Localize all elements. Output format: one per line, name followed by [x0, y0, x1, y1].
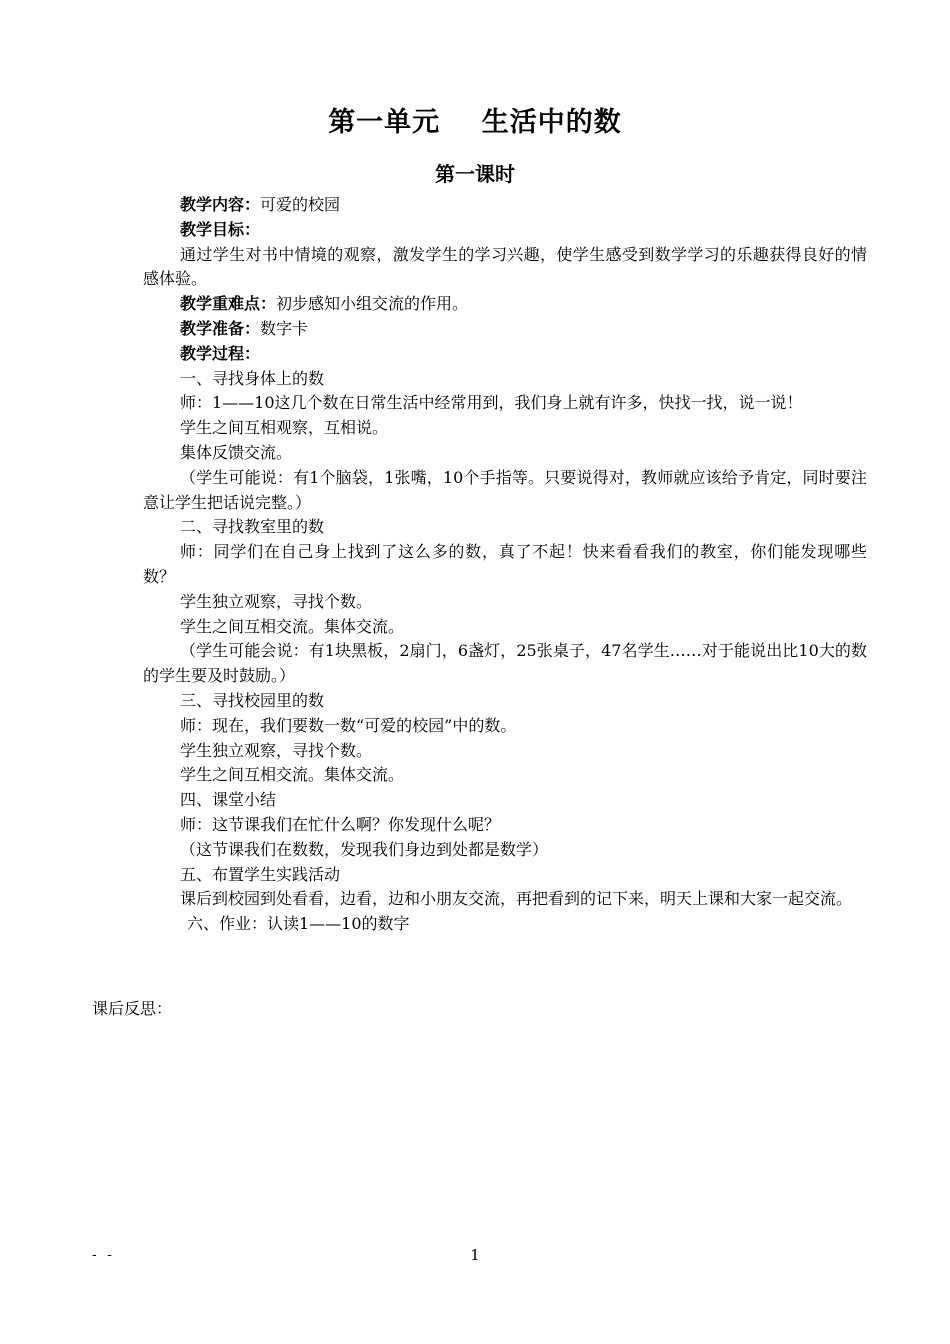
content-label: 教学内容：: [180, 195, 261, 214]
section-heading: 五、布置学生实践活动: [180, 864, 341, 884]
paragraph: （学生可能说：有1个脑袋，1张嘴，10个手指等。只要说得对，教师就应该给予肯定，同时要注意让学生把话说完整。）: [143, 467, 867, 512]
goal-text: 通过学生对书中情境的观察，激发学生的学习兴趣，使学生感受到数学学习的乐趣获得良好的情感体验。: [143, 244, 867, 289]
paragraph: 学生独立观察，寻找个数。: [180, 740, 373, 760]
section-heading: 四、课堂小结: [180, 790, 277, 810]
content-value: 可爱的校园: [260, 195, 341, 214]
footer-mark: - -: [92, 1247, 115, 1263]
paragraph: 课后到校园到处看看，边看，边和小朋友交流，再把看到的记下来，明天上课和大家一起交流。: [180, 889, 853, 909]
content-line: [143, 193, 867, 218]
lesson-subtitle: 第一课时: [435, 162, 515, 186]
homework-line: 六、作业：认读1——10的数字: [187, 914, 410, 934]
document-title: 第一单元 生活中的数: [328, 107, 622, 138]
prep-label: 教学准备：: [180, 318, 261, 338]
key-line: [143, 292, 867, 317]
section-heading: 三、寻找校园里的数: [180, 690, 325, 710]
paragraph: 师：现在，我们要数一数“可爱的校园”中的数。: [180, 715, 517, 735]
reflection-label: 课后反思：: [92, 999, 173, 1018]
paragraph: 集体反馈交流。: [180, 442, 293, 462]
lesson-body: [143, 193, 867, 937]
section-heading: 二、寻找教室里的数: [180, 517, 325, 537]
paragraph: 师：同学们在自己身上找到了这么多的数，真了不起！快来看看我们的教室，你们能发现哪些数？: [143, 542, 867, 586]
process-heading: [143, 342, 867, 367]
paragraph: 学生之间互相交流。集体交流。: [180, 765, 405, 785]
section-heading: 一、寻找身体上的数: [180, 368, 325, 388]
key-value: 初步感知小组交流的作用。: [276, 294, 469, 314]
goal-heading: [143, 218, 867, 243]
page-number: 1: [470, 1246, 480, 1264]
paragraph: （这节课我们在数数，发现我们身边到处都是数学）: [180, 839, 549, 859]
paragraph: 师：这节课我们在忙什么啊？你发现什么呢？: [180, 814, 501, 834]
paragraph: 学生之间互相观察，互相说。: [180, 418, 389, 438]
prep-value: 数字卡: [260, 318, 309, 338]
paragraph: 学生之间互相交流。集体交流。: [180, 616, 405, 636]
prep-line: [143, 317, 867, 342]
goal-label: 教学目标：: [180, 219, 261, 239]
paragraph: （学生可能会说：有1块黑板，2扇门，6盏灯，25张桌子，47名学生……对于能说出比10大的数的学生要及时鼓励。）: [143, 641, 867, 686]
paragraph: 师：1——10这几个数在日常生活中经常用到，我们身上就有许多，快找一找，说一说！: [180, 393, 803, 413]
process-label: 教学过程：: [180, 343, 261, 363]
paragraph: 学生独立观察，寻找个数。: [180, 591, 373, 611]
key-label: 教学重难点：: [180, 294, 277, 314]
